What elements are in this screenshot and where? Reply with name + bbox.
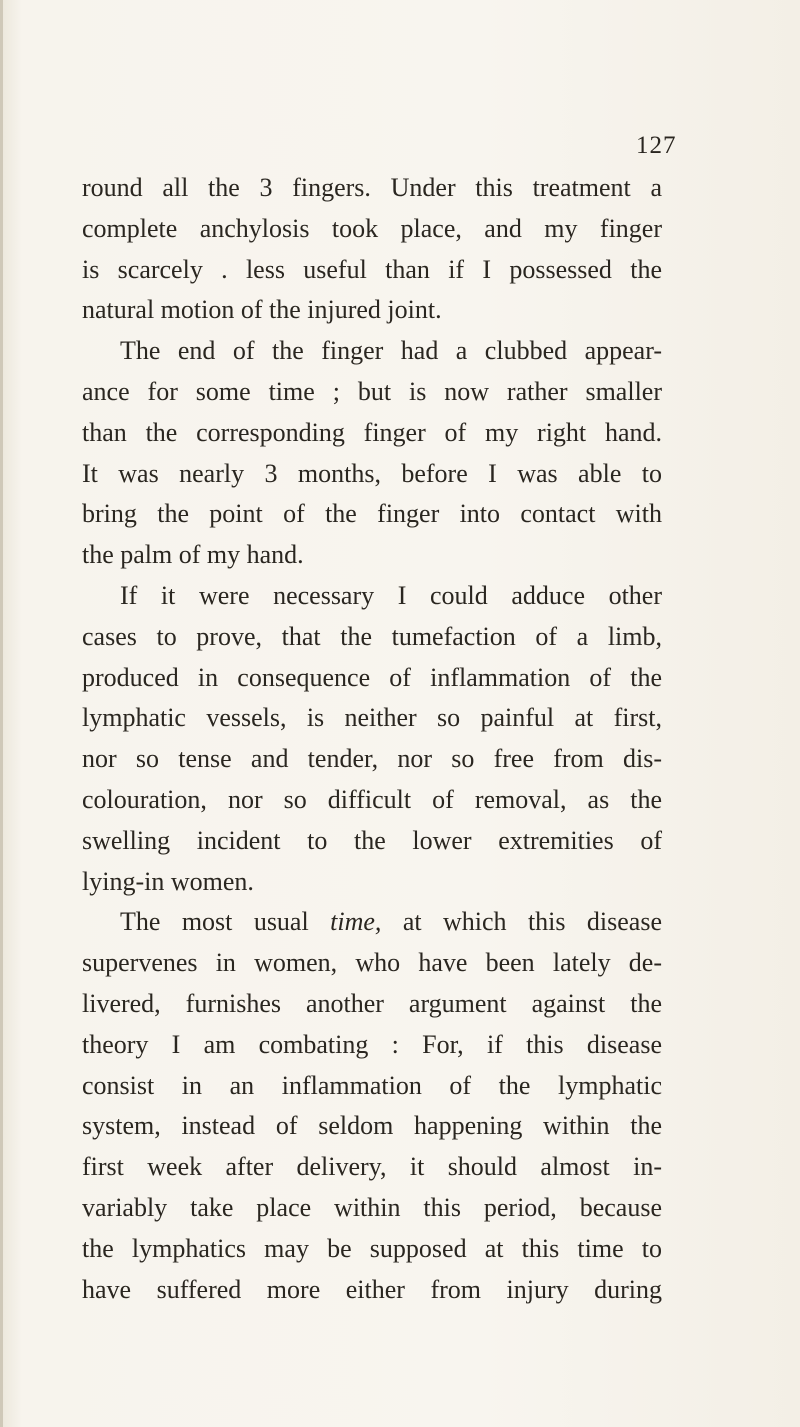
italic-word: time,	[330, 907, 382, 937]
page-edge	[0, 0, 3, 1427]
text-line: theory I am combating : For, if this disease	[82, 1029, 662, 1059]
text-line: lymphatic vessels, is neither so painful at first,	[82, 703, 662, 733]
text-segment: at which this disease	[402, 907, 663, 937]
text-line: It was nearly 3 months, before I was able to	[82, 458, 662, 488]
text-line: ance for some time ; but is now rather smaller	[82, 376, 662, 406]
text-line: swelling incident to the lower extremities of	[82, 825, 662, 855]
page-number: 127	[636, 132, 677, 159]
paragraph-start-line	[82, 902, 662, 943]
text-line: is scarcely . less useful than if I possessed the	[82, 254, 662, 284]
text-line: livered, furnishes another argument against the	[82, 988, 662, 1018]
paragraph-start-line: If it were necessary I could adduce other	[120, 580, 662, 610]
text-line: have suffered more either from injury during	[82, 1274, 662, 1304]
text-line: cases to prove, that the tumefaction of a limb,	[82, 621, 662, 651]
text-line: first week after delivery, it should almost in-	[82, 1152, 662, 1182]
text-line: variably take place within this period, because	[82, 1192, 662, 1222]
body-text	[82, 168, 662, 1310]
text-line: consist in an inflammation of the lymphatic	[82, 1070, 662, 1100]
text-line: colouration, nor so difficult of removal, as the	[82, 784, 662, 814]
paragraph-start-line: The end of the finger had a clubbed appear-	[120, 336, 662, 366]
text-line: bring the point of the finger into contact with	[82, 499, 662, 529]
text-line: the palm of my hand.	[82, 540, 304, 570]
text-segment: The most usual	[120, 907, 309, 937]
text-line: lying-in women.	[82, 866, 254, 896]
text-line: the lymphatics may be supposed at this time to	[82, 1233, 662, 1263]
text-line: produced in consequence of inflammation of the	[82, 662, 662, 692]
text-line: round all the 3 fingers. Under this treatment a	[82, 173, 662, 202]
text-line: than the corresponding finger of my right hand.	[82, 417, 662, 447]
text-line: complete anchylosis took place, and my finger	[82, 213, 662, 243]
text-line: supervenes in women, who have been lately de-	[82, 948, 662, 978]
text-line: system, instead of seldom happening within the	[82, 1111, 662, 1141]
text-line: nor so tense and tender, nor so free from dis-	[82, 744, 662, 774]
text-line: natural motion of the injured joint.	[82, 295, 442, 325]
